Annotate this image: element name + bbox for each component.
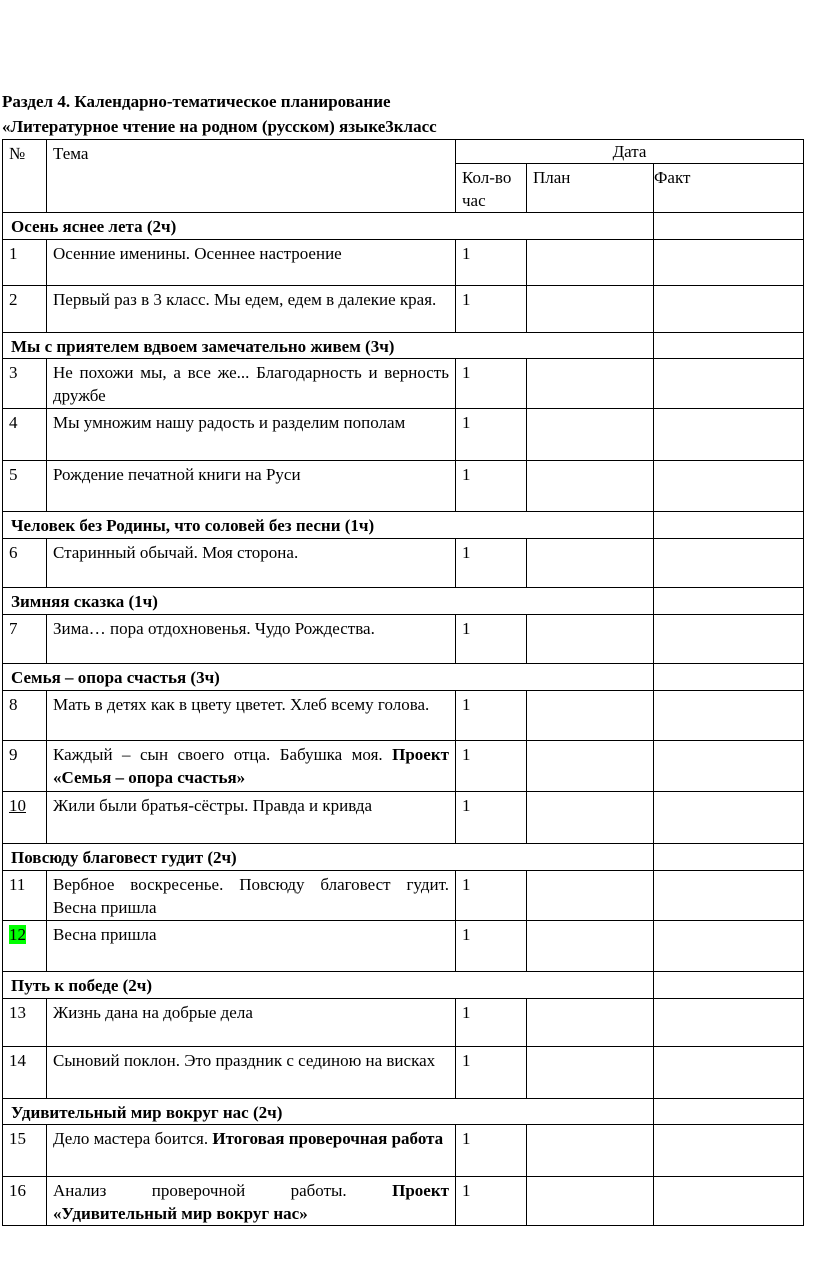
plan-cell: [527, 691, 654, 741]
topic-text: Анализ проверочной работы.: [53, 1181, 347, 1200]
plan-cell: [527, 615, 654, 664]
row-number: [3, 741, 47, 792]
row-number: [3, 1125, 47, 1177]
plan-cell: [527, 1125, 654, 1177]
hours-cell: 1: [456, 741, 527, 792]
row-number-text: 12: [9, 925, 26, 944]
section-row: [3, 512, 804, 539]
fact-cell: [654, 588, 804, 615]
row-number: [3, 615, 47, 664]
row-number-text: 3: [9, 363, 18, 382]
row-number-text: 11: [9, 875, 26, 894]
fact-cell: [654, 333, 804, 359]
topic-text: Весна пришла: [53, 925, 157, 944]
fact-cell: [654, 286, 804, 333]
plan-cell: [527, 792, 654, 844]
table-row: [3, 741, 804, 792]
section-title: Семья – опора счастья (3ч): [3, 664, 654, 691]
plan-cell: [527, 286, 654, 333]
topic-text: Жили были братья-сёстры. Правда и кривда: [53, 796, 373, 815]
topic-cell: [47, 240, 456, 286]
row-number-text: 8: [9, 695, 18, 714]
plan-cell: [527, 359, 654, 409]
section-row: [3, 844, 804, 871]
topic-text: Жизнь дана на добрые дела: [53, 1003, 253, 1022]
fact-cell: [654, 1047, 804, 1099]
hours-cell: 1: [456, 1047, 527, 1099]
table-row: [3, 921, 804, 972]
fact-cell: [654, 1125, 804, 1177]
topic-text: Мать в детях как в цвету цветет. Хлеб всему голова.: [53, 695, 430, 714]
section-title: Путь к победе (2ч): [3, 972, 654, 999]
hours-cell: 1: [456, 1177, 527, 1226]
fact-cell: [654, 213, 804, 240]
table-row: [3, 792, 804, 844]
topic-text: Каждый – сын своего отца. Бабушка моя.: [53, 745, 383, 764]
table-row: [3, 615, 804, 664]
table-row: [3, 240, 804, 286]
header-hours: Кол-во час: [456, 164, 527, 213]
fact-cell: [654, 972, 804, 999]
header-date: Дата: [456, 140, 804, 164]
topic-cell: [47, 921, 456, 972]
document-title: Раздел 4. Календарно-тематическое планирование: [2, 92, 391, 111]
table-row: [3, 409, 804, 461]
plan-cell: [527, 921, 654, 972]
topic-cell: [47, 539, 456, 588]
row-number-text: 2: [9, 290, 18, 309]
table-row: [3, 286, 804, 333]
topic-cell: [47, 359, 456, 409]
topic-cell: [47, 409, 456, 461]
topic-cell: [47, 792, 456, 844]
header-fact: Факт: [654, 164, 804, 213]
fact-cell: [654, 871, 804, 921]
fact-cell: [654, 512, 804, 539]
plan-cell: [527, 1047, 654, 1099]
hours-cell: 1: [456, 409, 527, 461]
hours-cell: 1: [456, 286, 527, 333]
hours-cell: 1: [456, 240, 527, 286]
header-topic: Тема: [47, 140, 456, 213]
section-row: [3, 664, 804, 691]
section-title: Мы с приятелем вдвоем замечательно живем (3ч): [3, 333, 654, 359]
row-number: [3, 691, 47, 741]
table-row: [3, 539, 804, 588]
section-row: [3, 588, 804, 615]
topic-cell: [47, 286, 456, 333]
topic-cell: [47, 1047, 456, 1099]
plan-cell: [527, 1177, 654, 1226]
planning-table: [2, 139, 804, 1226]
section-row: [3, 1099, 804, 1125]
row-number: [3, 921, 47, 972]
topic-text: Вербное воскресенье. Повсюду благовест гудит. Весна пришла: [53, 875, 449, 917]
document-subtitle: «Литературное чтение на родном (русском) языке3класс: [2, 117, 437, 136]
row-number-text: 10: [9, 796, 26, 815]
row-number: [3, 792, 47, 844]
row-number: [3, 286, 47, 333]
row-number: [3, 1047, 47, 1099]
header-num: №: [3, 140, 47, 213]
topic-text: Старинный обычай. Моя сторона.: [53, 543, 299, 562]
topic-text: Зима… пора отдохновенья. Чудо Рождества.: [53, 619, 375, 638]
hours-cell: 1: [456, 615, 527, 664]
table-row: [3, 461, 804, 512]
topic-text: Осенние именины. Осеннее настроение: [53, 244, 342, 263]
section-row: [3, 972, 804, 999]
topic-cell: [47, 461, 456, 512]
topic-cell: [47, 691, 456, 741]
topic-cell: [47, 741, 456, 792]
topic-bold-text: Итоговая проверочная работа: [212, 1129, 444, 1148]
plan-cell: [527, 999, 654, 1047]
fact-cell: [654, 999, 804, 1047]
topic-cell: [47, 999, 456, 1047]
row-number-text: 1: [9, 244, 18, 263]
hours-cell: 1: [456, 871, 527, 921]
row-number-text: 6: [9, 543, 18, 562]
row-number-text: 7: [9, 619, 18, 638]
topic-bold-text: Проект «Удивительный мир вокруг нас»: [53, 1181, 449, 1223]
section-title: Осень яснее лета (2ч): [3, 213, 654, 240]
topic-text: Рождение печатной книги на Руси: [53, 465, 301, 484]
topic-bold-text: Проект «Семья – опора счастья»: [53, 745, 449, 787]
row-number: [3, 240, 47, 286]
row-number: [3, 871, 47, 921]
fact-cell: [654, 664, 804, 691]
plan-cell: [527, 741, 654, 792]
fact-cell: [654, 1099, 804, 1125]
table-row: [3, 1125, 804, 1177]
row-number-text: 13: [9, 1003, 26, 1022]
hours-cell: 1: [456, 539, 527, 588]
table-row: [3, 1177, 804, 1226]
fact-cell: [654, 844, 804, 871]
plan-cell: [527, 240, 654, 286]
table-row: [3, 871, 804, 921]
fact-cell: [654, 615, 804, 664]
fact-cell: [654, 792, 804, 844]
section-title: Повсюду благовест гудит (2ч): [3, 844, 654, 871]
row-number: [3, 999, 47, 1047]
hours-cell: 1: [456, 691, 527, 741]
topic-cell: [47, 1125, 456, 1177]
section-row: [3, 213, 804, 240]
row-number: [3, 1177, 47, 1226]
fact-cell: [654, 691, 804, 741]
topic-cell: [47, 615, 456, 664]
topic-text: Не похожи мы, а все же... Благодарность и верность дружбе: [53, 363, 449, 405]
row-number-text: 9: [9, 745, 18, 764]
table-row: [3, 1047, 804, 1099]
topic-text: Первый раз в 3 класс. Мы едем, едем в далекие края.: [53, 290, 437, 309]
hours-cell: 1: [456, 921, 527, 972]
hours-cell: 1: [456, 461, 527, 512]
row-number-text: 5: [9, 465, 18, 484]
section-row: [3, 333, 804, 359]
hours-cell: 1: [456, 1125, 527, 1177]
row-number: [3, 359, 47, 409]
section-title: Человек без Родины, что соловей без песни (1ч): [3, 512, 654, 539]
row-number: [3, 539, 47, 588]
topic-cell: [47, 1177, 456, 1226]
topic-cell: [47, 871, 456, 921]
hours-cell: 1: [456, 359, 527, 409]
row-number-text: 16: [9, 1181, 26, 1200]
plan-cell: [527, 461, 654, 512]
fact-cell: [654, 409, 804, 461]
fact-cell: [654, 741, 804, 792]
hours-cell: 1: [456, 792, 527, 844]
section-title: Удивительный мир вокруг нас (2ч): [3, 1099, 654, 1125]
plan-cell: [527, 539, 654, 588]
row-number: [3, 461, 47, 512]
table-row: [3, 691, 804, 741]
fact-cell: [654, 461, 804, 512]
section-title: Зимняя сказка (1ч): [3, 588, 654, 615]
row-number: [3, 409, 47, 461]
row-number-text: 14: [9, 1051, 26, 1070]
row-number-text: 4: [9, 413, 18, 432]
table-row: [3, 999, 804, 1047]
plan-cell: [527, 871, 654, 921]
topic-text: Дело мастера боится.: [53, 1129, 209, 1148]
fact-cell: [654, 1177, 804, 1226]
fact-cell: [654, 539, 804, 588]
fact-cell: [654, 240, 804, 286]
fact-cell: [654, 921, 804, 972]
table-row: [3, 359, 804, 409]
header-plan: План: [527, 164, 654, 213]
plan-cell: [527, 409, 654, 461]
hours-cell: 1: [456, 999, 527, 1047]
fact-cell: [654, 359, 804, 409]
topic-text: Мы умножим нашу радость и разделим пополам: [53, 413, 406, 432]
topic-text: Сыновий поклон. Это праздник с сединою на висках: [53, 1051, 436, 1070]
row-number-text: 15: [9, 1129, 26, 1148]
